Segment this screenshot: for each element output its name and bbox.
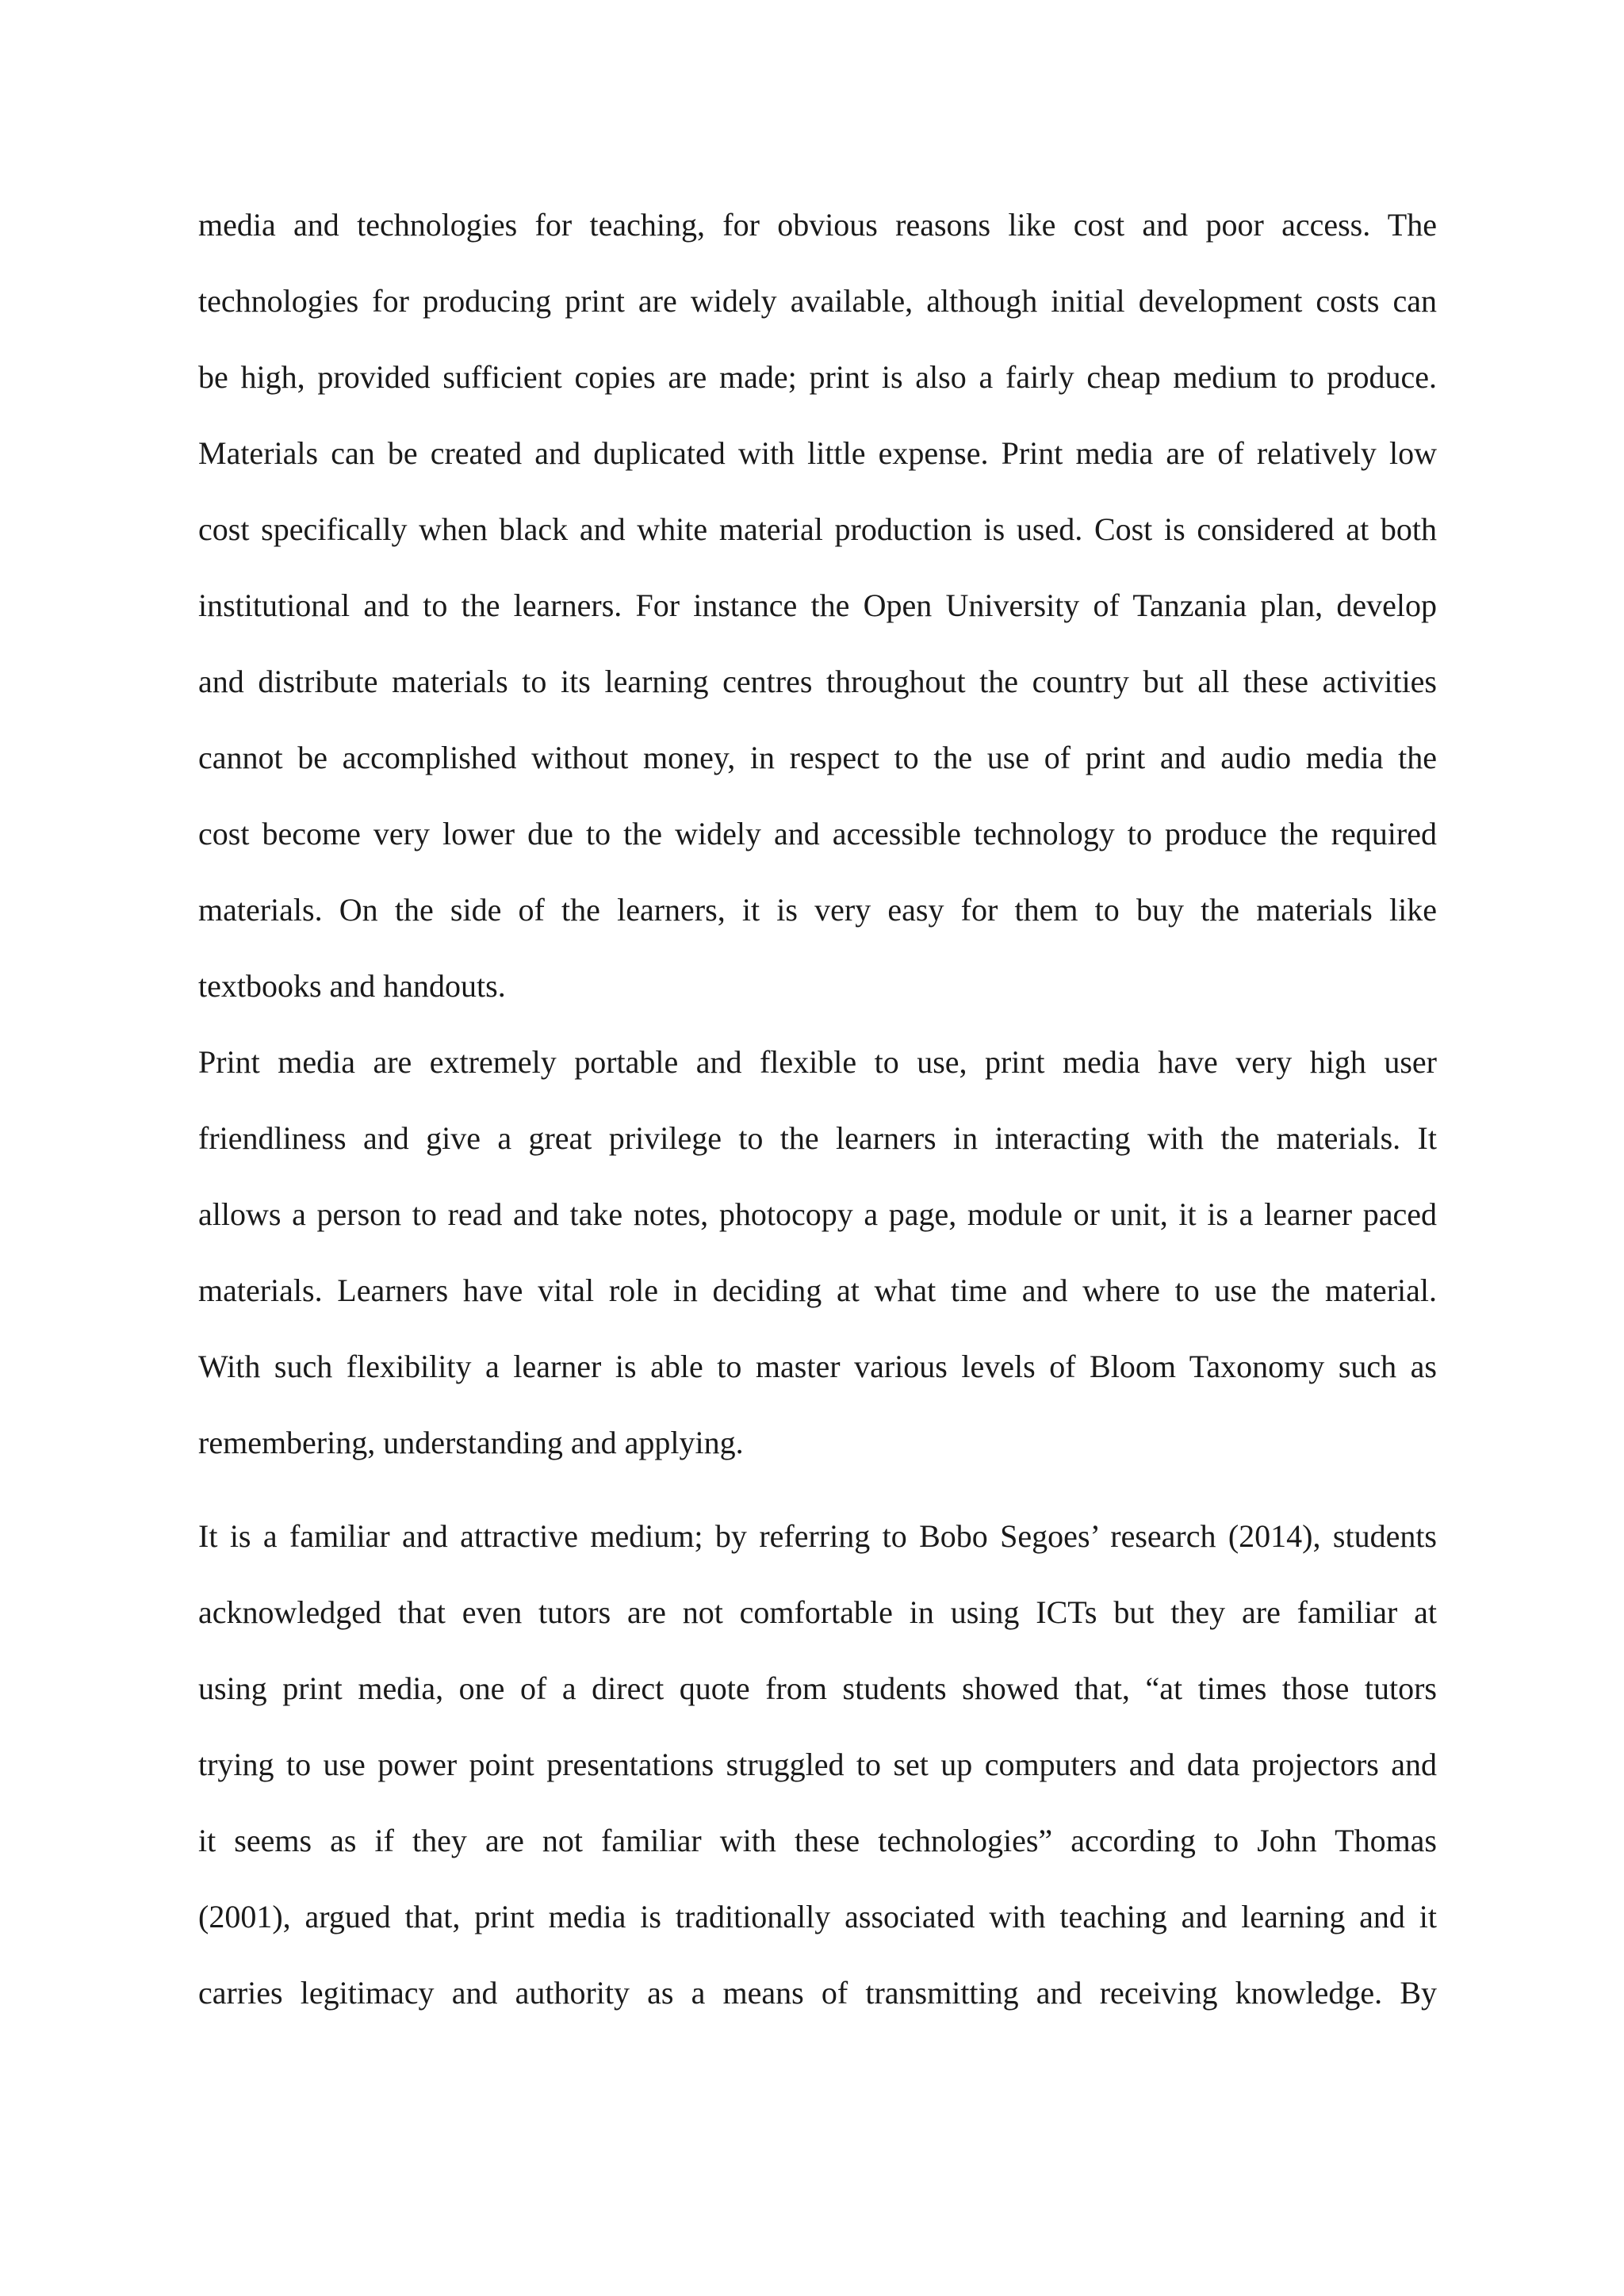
paragraph-familiarity — [198, 1498, 1437, 2031]
text-line: Print media are extremely portable and flexible to use, print media have very high user — [198, 1044, 1437, 1080]
text-line: carries legitimacy and authority as a means of transmitting and receiving knowledge. By — [198, 1975, 1437, 2011]
text-line: allows a person to read and take notes, photocopy a page, module or unit, it is a learner paced — [198, 1196, 1437, 1232]
text-line: media and technologies for teaching, for obvious reasons like cost and poor access. The — [198, 207, 1437, 243]
text-line: trying to use power point presentations struggled to set up computers and data projectors and — [198, 1747, 1437, 1782]
text-line: materials. On the side of the learners, it is very easy for them to buy the materials like — [198, 892, 1437, 928]
body-text — [198, 187, 1437, 2031]
text-line: be high, provided sufficient copies are made; print is also a fairly cheap medium to produce. — [198, 359, 1437, 395]
text-line: cost become very lower due to the widely and accessible technology to produce the required — [198, 816, 1437, 851]
text-line: cannot be accomplished without money, in respect to the use of print and audio media the — [198, 740, 1437, 775]
text-line: materials. Learners have vital role in deciding at what time and where to use the material. — [198, 1272, 1437, 1308]
text-line: institutional and to the learners. For instance the Open University of Tanzania plan, develop — [198, 587, 1437, 623]
text-line: With such flexibility a learner is able to master various levels of Bloom Taxonomy such as — [198, 1349, 1437, 1384]
paragraph-cost — [198, 187, 1437, 1024]
text-line: remembering, understanding and applying. — [198, 1425, 744, 1460]
text-line: cost specifically when black and white material production is used. Cost is considered at both — [198, 511, 1437, 547]
text-line: using print media, one of a direct quote from students showed that, “at times those tutors — [198, 1670, 1437, 1706]
text-line: It is a familiar and attractive medium; by referring to Bobo Segoes’ research (2014), students — [198, 1518, 1437, 1554]
text-line: and distribute materials to its learning centres throughout the country but all these activities — [198, 664, 1437, 699]
text-line: technologies for producing print are widely available, although initial development costs can — [198, 283, 1437, 319]
text-line: Materials can be created and duplicated with little expense. Print media are of relatively low — [198, 435, 1437, 471]
text-line: friendliness and give a great privilege to the learners in interacting with the materials. It — [198, 1120, 1437, 1156]
text-line: (2001), argued that, print media is traditionally associated with teaching and learning and it — [198, 1899, 1437, 1934]
text-line: textbooks and handouts. — [198, 968, 506, 1004]
paragraph-portability — [198, 1024, 1437, 1481]
text-line: it seems as if they are not familiar with these technologies” according to John Thomas — [198, 1823, 1437, 1858]
text-line: acknowledged that even tutors are not comfortable in using ICTs but they are familiar at — [198, 1594, 1437, 1630]
